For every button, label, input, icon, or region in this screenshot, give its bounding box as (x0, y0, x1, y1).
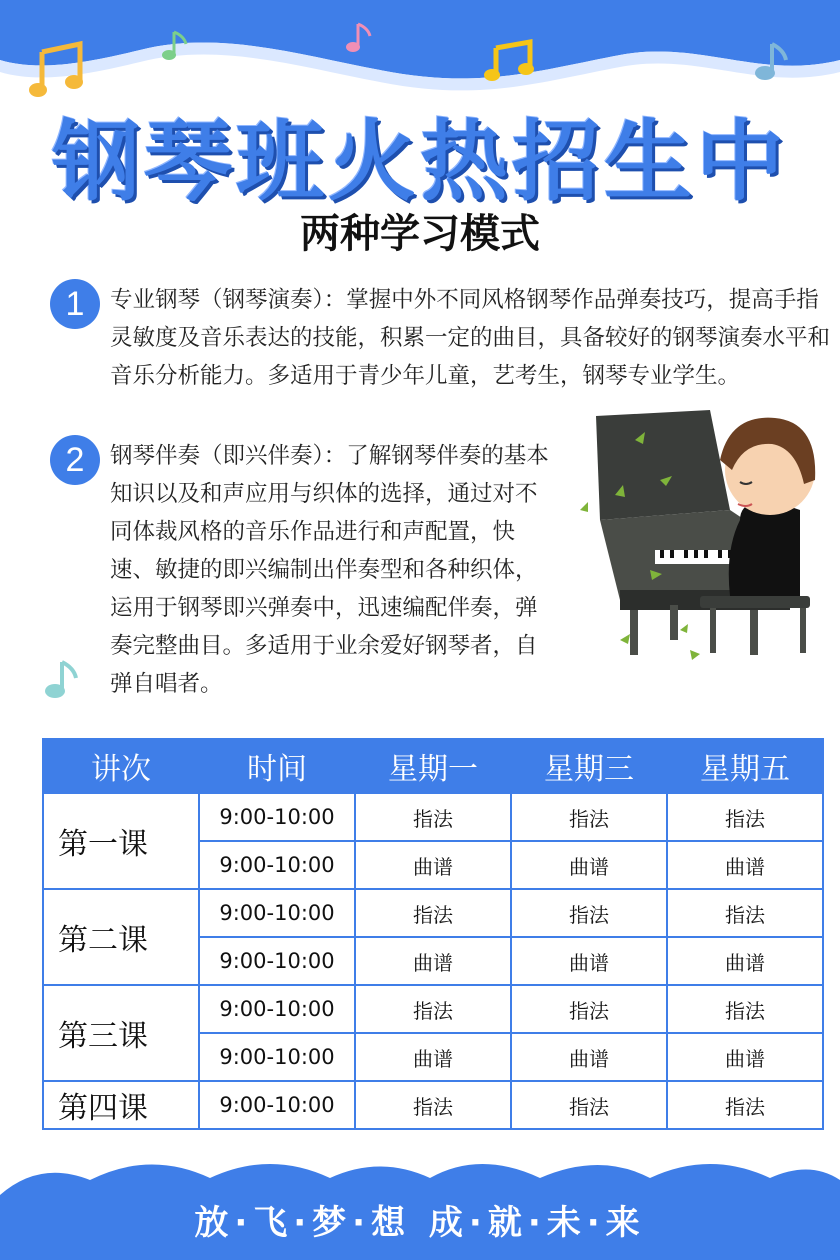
table-cell: 指法 (667, 985, 823, 1033)
table-cell: 指法 (667, 793, 823, 841)
page-title: 钢琴班火热招生中 (51, 110, 788, 213)
slogan: 放·飞·梦·想 成·就·未·来 (194, 1203, 646, 1243)
table-cell: 曲谱 (511, 1033, 667, 1081)
table-cell: 9:00-10:00 (199, 1081, 355, 1129)
table-cell: 9:00-10:00 (199, 937, 355, 985)
music-note-icon (42, 658, 80, 702)
table-cell: 指法 (511, 1081, 667, 1129)
table-cell: 曲谱 (355, 841, 511, 889)
table-cell: 9:00-10:00 (199, 1033, 355, 1081)
table-cell: 曲谱 (667, 841, 823, 889)
table-header-cell: 讲次 (43, 739, 199, 793)
music-note-icon (28, 40, 88, 100)
table-header-cell: 星期三 (511, 739, 667, 793)
table-cell: 指法 (511, 889, 667, 937)
music-note-icon (160, 28, 190, 62)
piano-player-illustration (560, 400, 840, 700)
table-row (43, 1081, 823, 1129)
table-cell: 9:00-10:00 (199, 841, 355, 889)
lesson-name: 第三课 (43, 985, 199, 1081)
table-cell: 曲谱 (511, 937, 667, 985)
table-cell: 9:00-10:00 (199, 793, 355, 841)
music-note-icon (342, 20, 372, 54)
lesson-name: 第四课 (43, 1081, 199, 1129)
mode-description: 钢琴伴奏（即兴伴奏）：了解钢琴伴奏的基本知识以及和声应用与织体的选择，通过对不同体裁风格的音乐作品进行和声配置，快速、敏捷的即兴编制出伴奏型和各种织体，运用于钢琴即兴弹奏中，迅速编配伴奏，弹奏完整曲目。多适用于业余爱好钢琴者，自弹自唱者。 (110, 443, 549, 697)
table-header-cell: 星期五 (667, 739, 823, 793)
table-cell: 指法 (355, 985, 511, 1033)
table-cell: 指法 (511, 793, 667, 841)
table-cell: 指法 (667, 1081, 823, 1129)
table-cell: 曲谱 (667, 1033, 823, 1081)
table-cell: 指法 (511, 985, 667, 1033)
mode-number-badge: 2 (50, 435, 100, 485)
music-note-icon (484, 38, 536, 82)
table-cell: 9:00-10:00 (199, 889, 355, 937)
table-cell: 指法 (355, 889, 511, 937)
table-cell: 指法 (355, 1081, 511, 1129)
table-cell: 曲谱 (511, 841, 667, 889)
lesson-name: 第二课 (43, 889, 199, 985)
mode-number-badge: 1 (50, 279, 100, 329)
page-subtitle: 两种学习模式 (300, 211, 540, 257)
table-cell: 9:00-10:00 (199, 985, 355, 1033)
lesson-name: 第一课 (43, 793, 199, 889)
table-header-cell: 星期一 (355, 739, 511, 793)
table-row (43, 793, 823, 841)
mode-description: 专业钢琴（钢琴演奏）：掌握中外不同风格钢琴作品弹奏技巧，提高手指灵敏度及音乐表达的技能，积累一定的曲目，具备较好的钢琴演奏水平和音乐分析能力。多适用于青少年儿童，艺考生，钢琴专业学生。 (110, 287, 831, 389)
table-cell: 曲谱 (355, 1033, 511, 1081)
table-cell: 曲谱 (355, 937, 511, 985)
music-note-icon (752, 40, 790, 84)
table-cell: 指法 (667, 889, 823, 937)
table-row (43, 889, 823, 937)
schedule-table (42, 738, 824, 1130)
table-header-cell: 时间 (199, 739, 355, 793)
table-cell: 指法 (355, 793, 511, 841)
table-header-row (43, 739, 823, 793)
table-row (43, 985, 823, 1033)
table-cell: 曲谱 (667, 937, 823, 985)
